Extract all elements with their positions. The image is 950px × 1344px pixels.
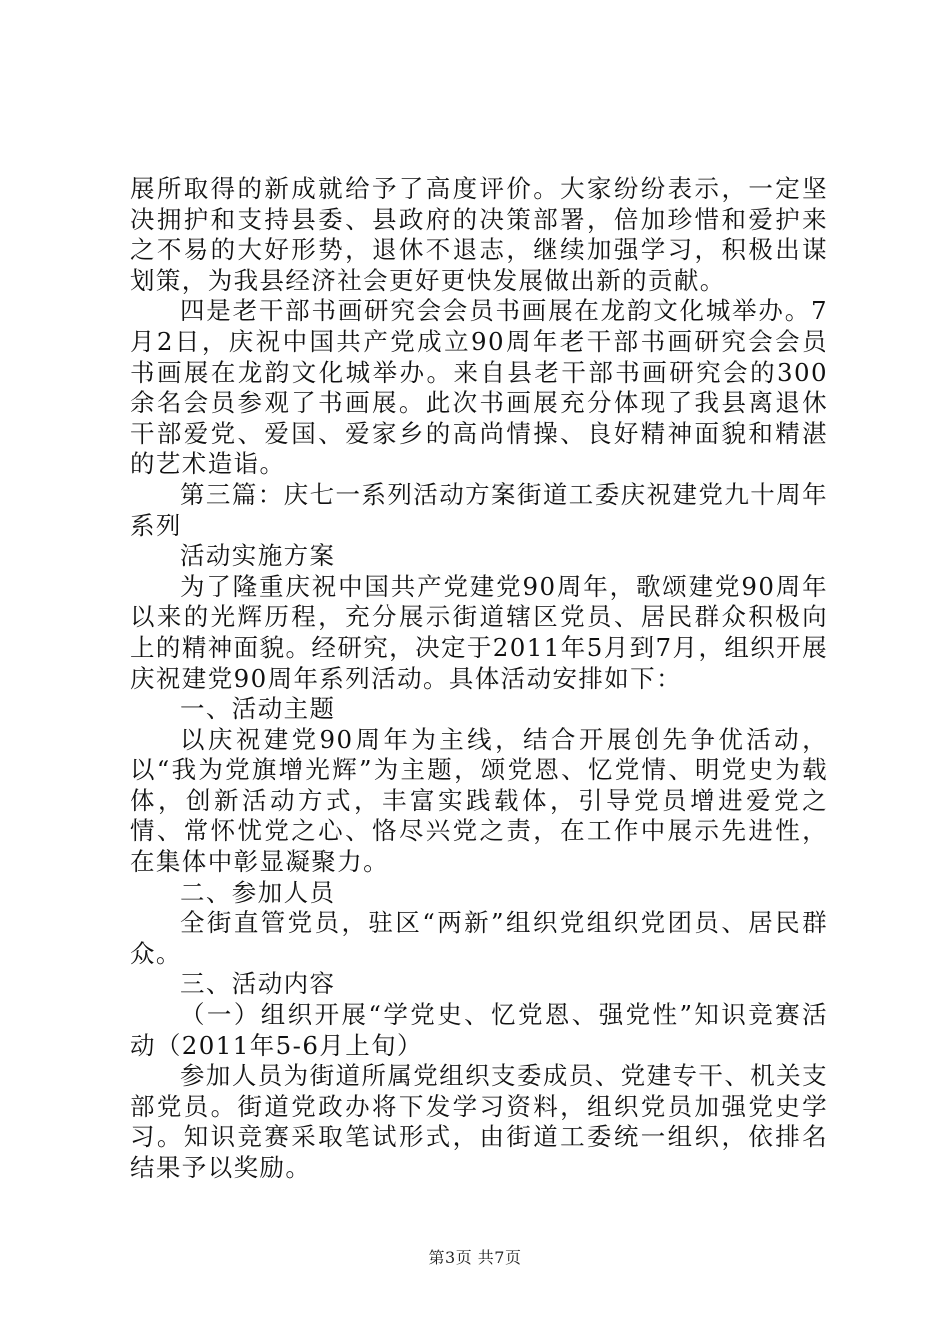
section-heading-3: 第三篇：庆七一系列活动方案街道工委庆祝建党九十周年系列 xyxy=(130,479,828,540)
paragraph-2: 四是老干部书画研究会会员书画展在龙韵文化城举办。7月2日，庆祝中国共产党成立90周年老干部书画研究会会员书画展在龙韵文化城举办。来自县老干部书画研究会的300余名会员参观了书画展。此次书画展充分体现了我县离退休干部爱党、爱国、爱家乡的高尚情操、良好精神面貌和精湛的艺术造诣。 xyxy=(130,296,828,479)
page-number-footer: 第3页 共7页 xyxy=(428,1248,522,1267)
body-text xyxy=(130,174,828,1184)
heading-theme: 一、活动主题 xyxy=(180,694,336,724)
item-1-heading: （一）组织开展“学党史、忆党恩、强党性”知识竞赛活动（2011年5-6月上旬） xyxy=(130,1000,828,1060)
paragraph-theme: 以庆祝建党90周年为主线，结合开展创先争优活动，以“我为党旗增光辉”为主题，颂党恩、忆党情、明党史为载体，创新活动方式，丰富实践载体，引导党员增进爱党之情、常怀忧党之心、恪尽兴党之责，在工作中展示先进性，在集体中彰显凝聚力。 xyxy=(130,724,828,877)
paragraph-participants: 全街直管党员，驻区“两新”组织党组织党团员、居民群众。 xyxy=(130,908,828,968)
subheading-plan: 活动实施方案 xyxy=(180,541,336,571)
paragraph-1: 展所取得的新成就给予了高度评价。大家纷纷表示，一定坚决拥护和支持县委、县政府的决策部署，倍加珍惜和爱护来之不易的大好形势，退休不退志，继续加强学习，积极出谋划策，为我县经济社会更好更快发展做出新的贡献。 xyxy=(130,174,828,295)
heading-content: 三、活动内容 xyxy=(180,969,336,999)
paragraph-intro: 为了隆重庆祝中国共产党建党90周年，歌颂建党90周年以来的光辉历程，充分展示街道辖区党员、居民群众积极向上的精神面貌。经研究，决定于2011年5月到7月，组织开展庆祝建党90周年系列活动。具体活动安排如下： xyxy=(130,571,828,693)
paragraph-item-1: 参加人员为街道所属党组织支委成员、党建专干、机关支部党员。街道党政办将下发学习资料，组织党员加强党史学习。知识竞赛采取笔试形式，由街道工委统一组织，依排名结果予以奖励。 xyxy=(130,1061,828,1182)
heading-participants: 二、参加人员 xyxy=(180,877,336,907)
